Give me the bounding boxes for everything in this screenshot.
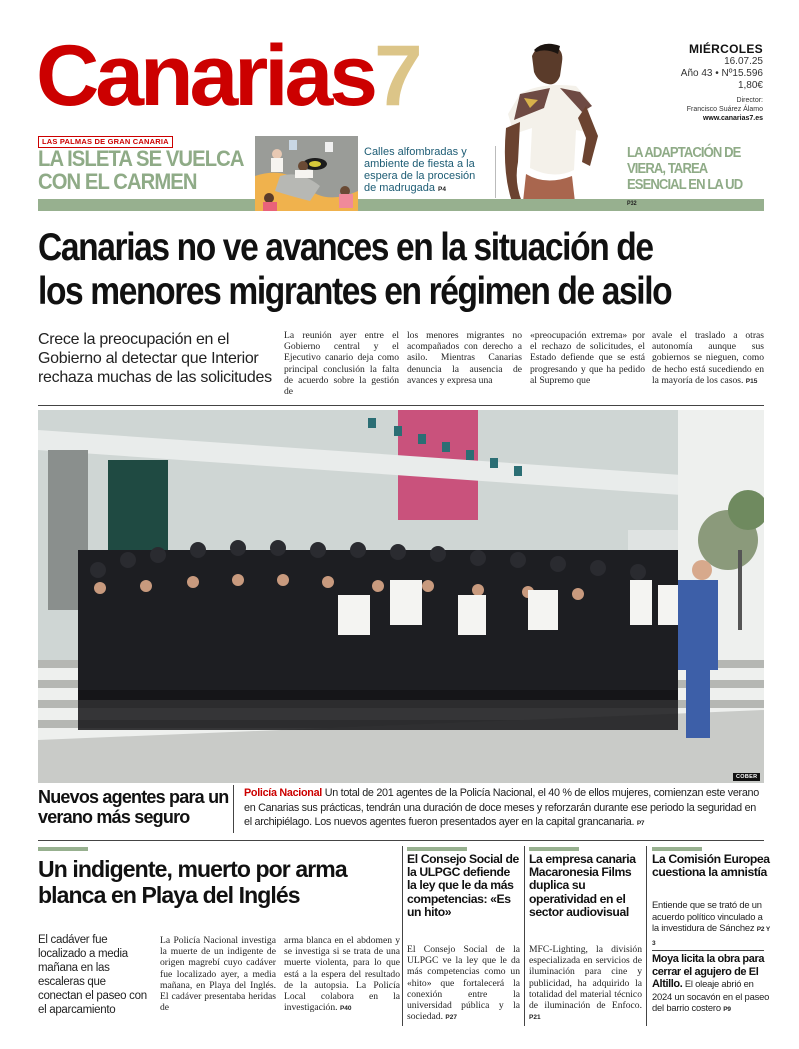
weekday: MIÉRCOLES (688, 42, 763, 56)
bottom-story-column-1: La Policía Nacional investiga la muerte de un indigente de origen magrebí cuyo cadáver fue localizado ayer, a media mañana, en Playa del Inglés. El cadáver presentaba heridas de (160, 935, 276, 1014)
lead-column-4 (652, 330, 764, 387)
police-officers-photo[interactable] (38, 410, 764, 783)
teaser-headline-text: LA ADAPTACIÓN DE VIERA, TAREA ESENCIAL EN LA UD (627, 145, 743, 193)
bottom-story-headline[interactable]: Un indigente, muerto por arma blanca en Playa del Inglés (38, 856, 347, 908)
teaser-headline-line1: LA ISLETA SE VUELCA (38, 146, 244, 171)
website-link[interactable]: www.canarias7.es (702, 115, 763, 122)
section-rule (38, 840, 764, 841)
accent-bar (652, 847, 702, 851)
page-ref: P4 (438, 186, 446, 193)
bottom-story-column-2 (284, 935, 400, 1014)
teaser-headline-viera[interactable] (627, 145, 753, 212)
divider (495, 146, 496, 198)
director-label: Director: (736, 97, 763, 104)
photo-credit: COBER (733, 773, 760, 781)
accent-bar (38, 847, 88, 851)
side-story-headline-amnistia[interactable]: La Comisión Europea cuestiona la amnistía (652, 852, 770, 880)
side-story-headline-moya: Moya licita la obra para cerrar el agujero de El Altillo. (652, 953, 765, 991)
side-story-body-text: El oleaje abrió en 2024 un socavón en el paseo del barrio costero (652, 978, 770, 1014)
street-carpet-photo[interactable] (255, 136, 358, 211)
price: 1,80€ (737, 80, 763, 91)
side-story-body-text: El Consejo Social de la ULPGC ve la ley que le da más competencias como un «hito» que fortalecerá la conexión entre la universidad pública y la sociedad. (407, 944, 520, 1023)
teaser-summary-isleta[interactable] (364, 146, 476, 196)
lead-subhead: Crece la preocupación en el Gobierno al detectar que Interior rechaza muchas de las solicitudes (38, 331, 272, 386)
page-ref: P27 (445, 1014, 457, 1022)
caption-kicker: Policía Nacional (244, 787, 323, 799)
date-block (681, 42, 763, 123)
lead-headline-line2: los menores migrantes en régimen de asilo (38, 270, 672, 313)
page-ref: P9 (723, 1006, 731, 1014)
logo-text: Canarias (36, 28, 374, 124)
page-ref: P21 (529, 1014, 541, 1022)
page-ref: P40 (339, 1005, 352, 1013)
bottom-story-column-2-text: arma blanca en el abdomen y se investiga si se trata de una muerte violenta, para lo que está a la espera del resultado de la autopsia. La Policía Local colabora en la investigación. (284, 935, 400, 1014)
photo-caption-text (244, 786, 766, 832)
director-name: Francisco Suárez Álamo (686, 106, 763, 113)
accent-bar (407, 847, 467, 851)
logo-number: 7 (373, 28, 419, 124)
lead-headline[interactable] (38, 226, 674, 314)
divider (646, 846, 647, 1026)
date: 16.07.25 (724, 56, 763, 67)
photo-caption-headline[interactable]: Nuevos agentes para un verano más seguro (38, 787, 229, 827)
teaser-summary-text: Calles alfombradas y ambiente de fiesta a la espera de la procesión de madrugada (364, 146, 476, 194)
football-player-photo[interactable] (500, 36, 610, 211)
bottom-story-subhead: El cadáver fue localizado a media mañana en las escaleras que conectan el paseo con el aparcamiento (38, 934, 147, 1016)
issue-number: Año 43 • Nº15.596 (680, 68, 763, 79)
side-story-body-amnistia (652, 899, 770, 949)
teaser-headline-isleta[interactable] (38, 147, 244, 193)
teaser-headline-line2: CON EL CARMEN (38, 169, 197, 194)
lead-column-4-text: avale el traslado a otras autonomía aunque sus gobiernos se nieguen, como de hecho está sucediendo en la mayoría de los casos. (652, 330, 764, 386)
page-ref: P15 (745, 377, 758, 385)
caption-body: Un total de 201 agentes de la Policía Nacional, el 40 % de ellos mujeres, comienzan este verano en Canarias sus prácticas, tendrán una duración de doce meses y reforzarán durante ese periodo la seguridad en el archipiélago. Los nuevos agentes fueron presentados ayer en la capital grancanaria. (244, 787, 759, 829)
divider (402, 846, 403, 1026)
side-story-body-macaronesia (529, 944, 642, 1023)
lead-column-3: «preocupación extrema» por el rechazo de solicitudes, el Estado defiende que se está progresando y que ha pedido al Supremo que (530, 330, 645, 386)
side-story-headline-macaronesia[interactable]: La empresa canaria Macaronesia Films duplica su operatividad en el sector audiovisual (529, 852, 636, 919)
side-story-body-text: Entiende que se trató de un acuerdo político vinculado a la investidura de Sánchez (652, 899, 763, 934)
newspaper-logo[interactable] (36, 28, 419, 124)
section-badge: LAS PALMAS DE GRAN CANARIA (38, 136, 173, 148)
lead-column-2: los menores migrantes no acompañados con derecho a asilo. Mientras Canarias denuncia la ausencia de avances y expresa una (407, 330, 522, 386)
section-rule (38, 405, 764, 406)
side-story-body-ulpgc (407, 944, 520, 1023)
page-ref: P32 (627, 201, 637, 207)
lead-headline-line1: Canarias no ve avances en la situación de (38, 226, 653, 269)
side-story-body-text: MFC-Lighting, la división especializada en servicios de iluminación para cine y publicidad, ha adquirido la totalidad del material técnico de iluminación de Enfoco. (529, 944, 642, 1012)
section-rule (652, 950, 764, 951)
divider (233, 785, 234, 833)
accent-bar (529, 847, 579, 851)
divider (524, 846, 525, 1026)
page-ref: P2 Y 3 (652, 926, 770, 947)
page-ref: P7 (636, 820, 645, 828)
side-story-moya[interactable] (652, 953, 770, 1016)
side-story-headline-ulpgc[interactable]: El Consejo Social de la ULPGC defiende la ley que le da más competencias: «Es un hito» (407, 852, 519, 919)
lead-column-1: La reunión ayer entre el Gobierno central y el Ejecutivo canario deja como principal conclusión la falta de acuerdo sobre la gestión de (284, 330, 399, 398)
